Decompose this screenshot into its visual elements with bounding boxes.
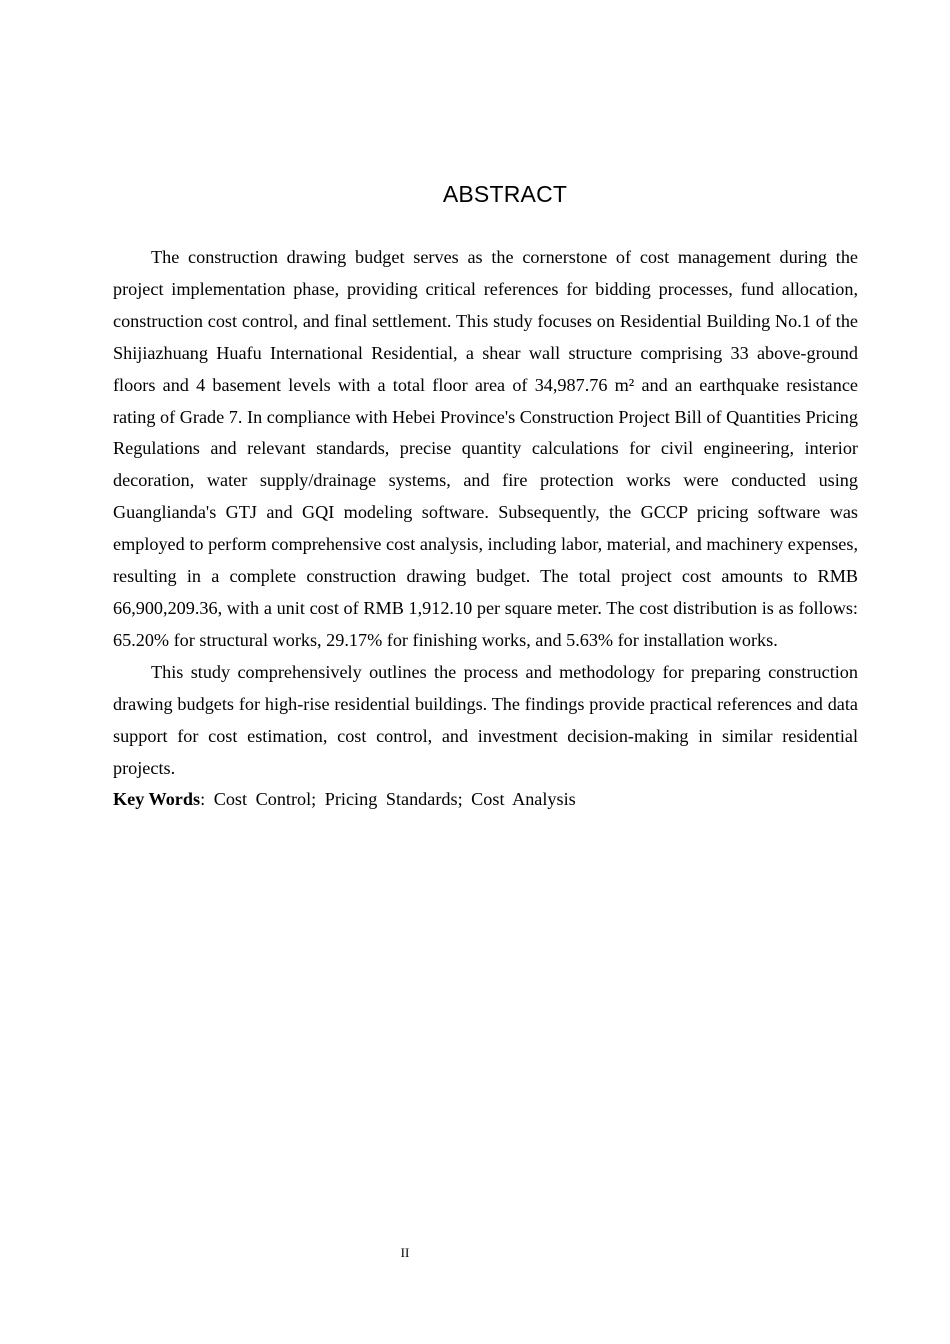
keywords-separator: : (200, 789, 206, 810)
keywords-list: Cost Control; Pricing Standards; Cost Analysis (213, 789, 576, 810)
keywords-label: Key Words (113, 789, 201, 810)
keywords-line (113, 784, 858, 816)
page-number: II (400, 1245, 410, 1260)
abstract-title: ABSTRACT (442, 181, 568, 207)
abstract-paragraph-2: This study comprehensively outlines the process and methodology for preparing construction drawing budgets for high-rise residential buildings. The findings provide practical references and data support for cost estimation, cost control, and investment decision-making in similar residential projects. (113, 661, 858, 778)
abstract-body (113, 242, 858, 816)
abstract-paragraph-1: The construction drawing budget serves as the cornerstone of cost management during the project implementation phase, providing critical references for bidding processes, fund allocation, construction cost control, and final settlement. This study focuses on Residential Building No.1 of the Shijiazhuang Huafu International Residential, a shear wall structure comprising 33 above-ground floors and 4 basement levels with a total floor area of 34,987.76 m² and an earthquake resistance rating of Grade 7. In compliance with Hebei Province's Construction Project Bill of Quantities Pricing Regulations and relevant standards, precise quantity calculations for civil engineering, interior decoration, water supply/drainage systems, and fire protection works were conducted using Guanglianda's GTJ and GQI modeling software. Subsequently, the GCCP pricing software was employed to perform comprehensive cost analysis, including labor, material, and machinery expenses, resulting in a complete construction drawing budget. The total project cost amounts to RMB 66,900,209.36, with a unit cost of RMB 1,912.10 per square meter. The cost distribution is as follows: 65.20% for structural works, 29.17% for finishing works, and 5.63% for installation works. (113, 247, 858, 650)
